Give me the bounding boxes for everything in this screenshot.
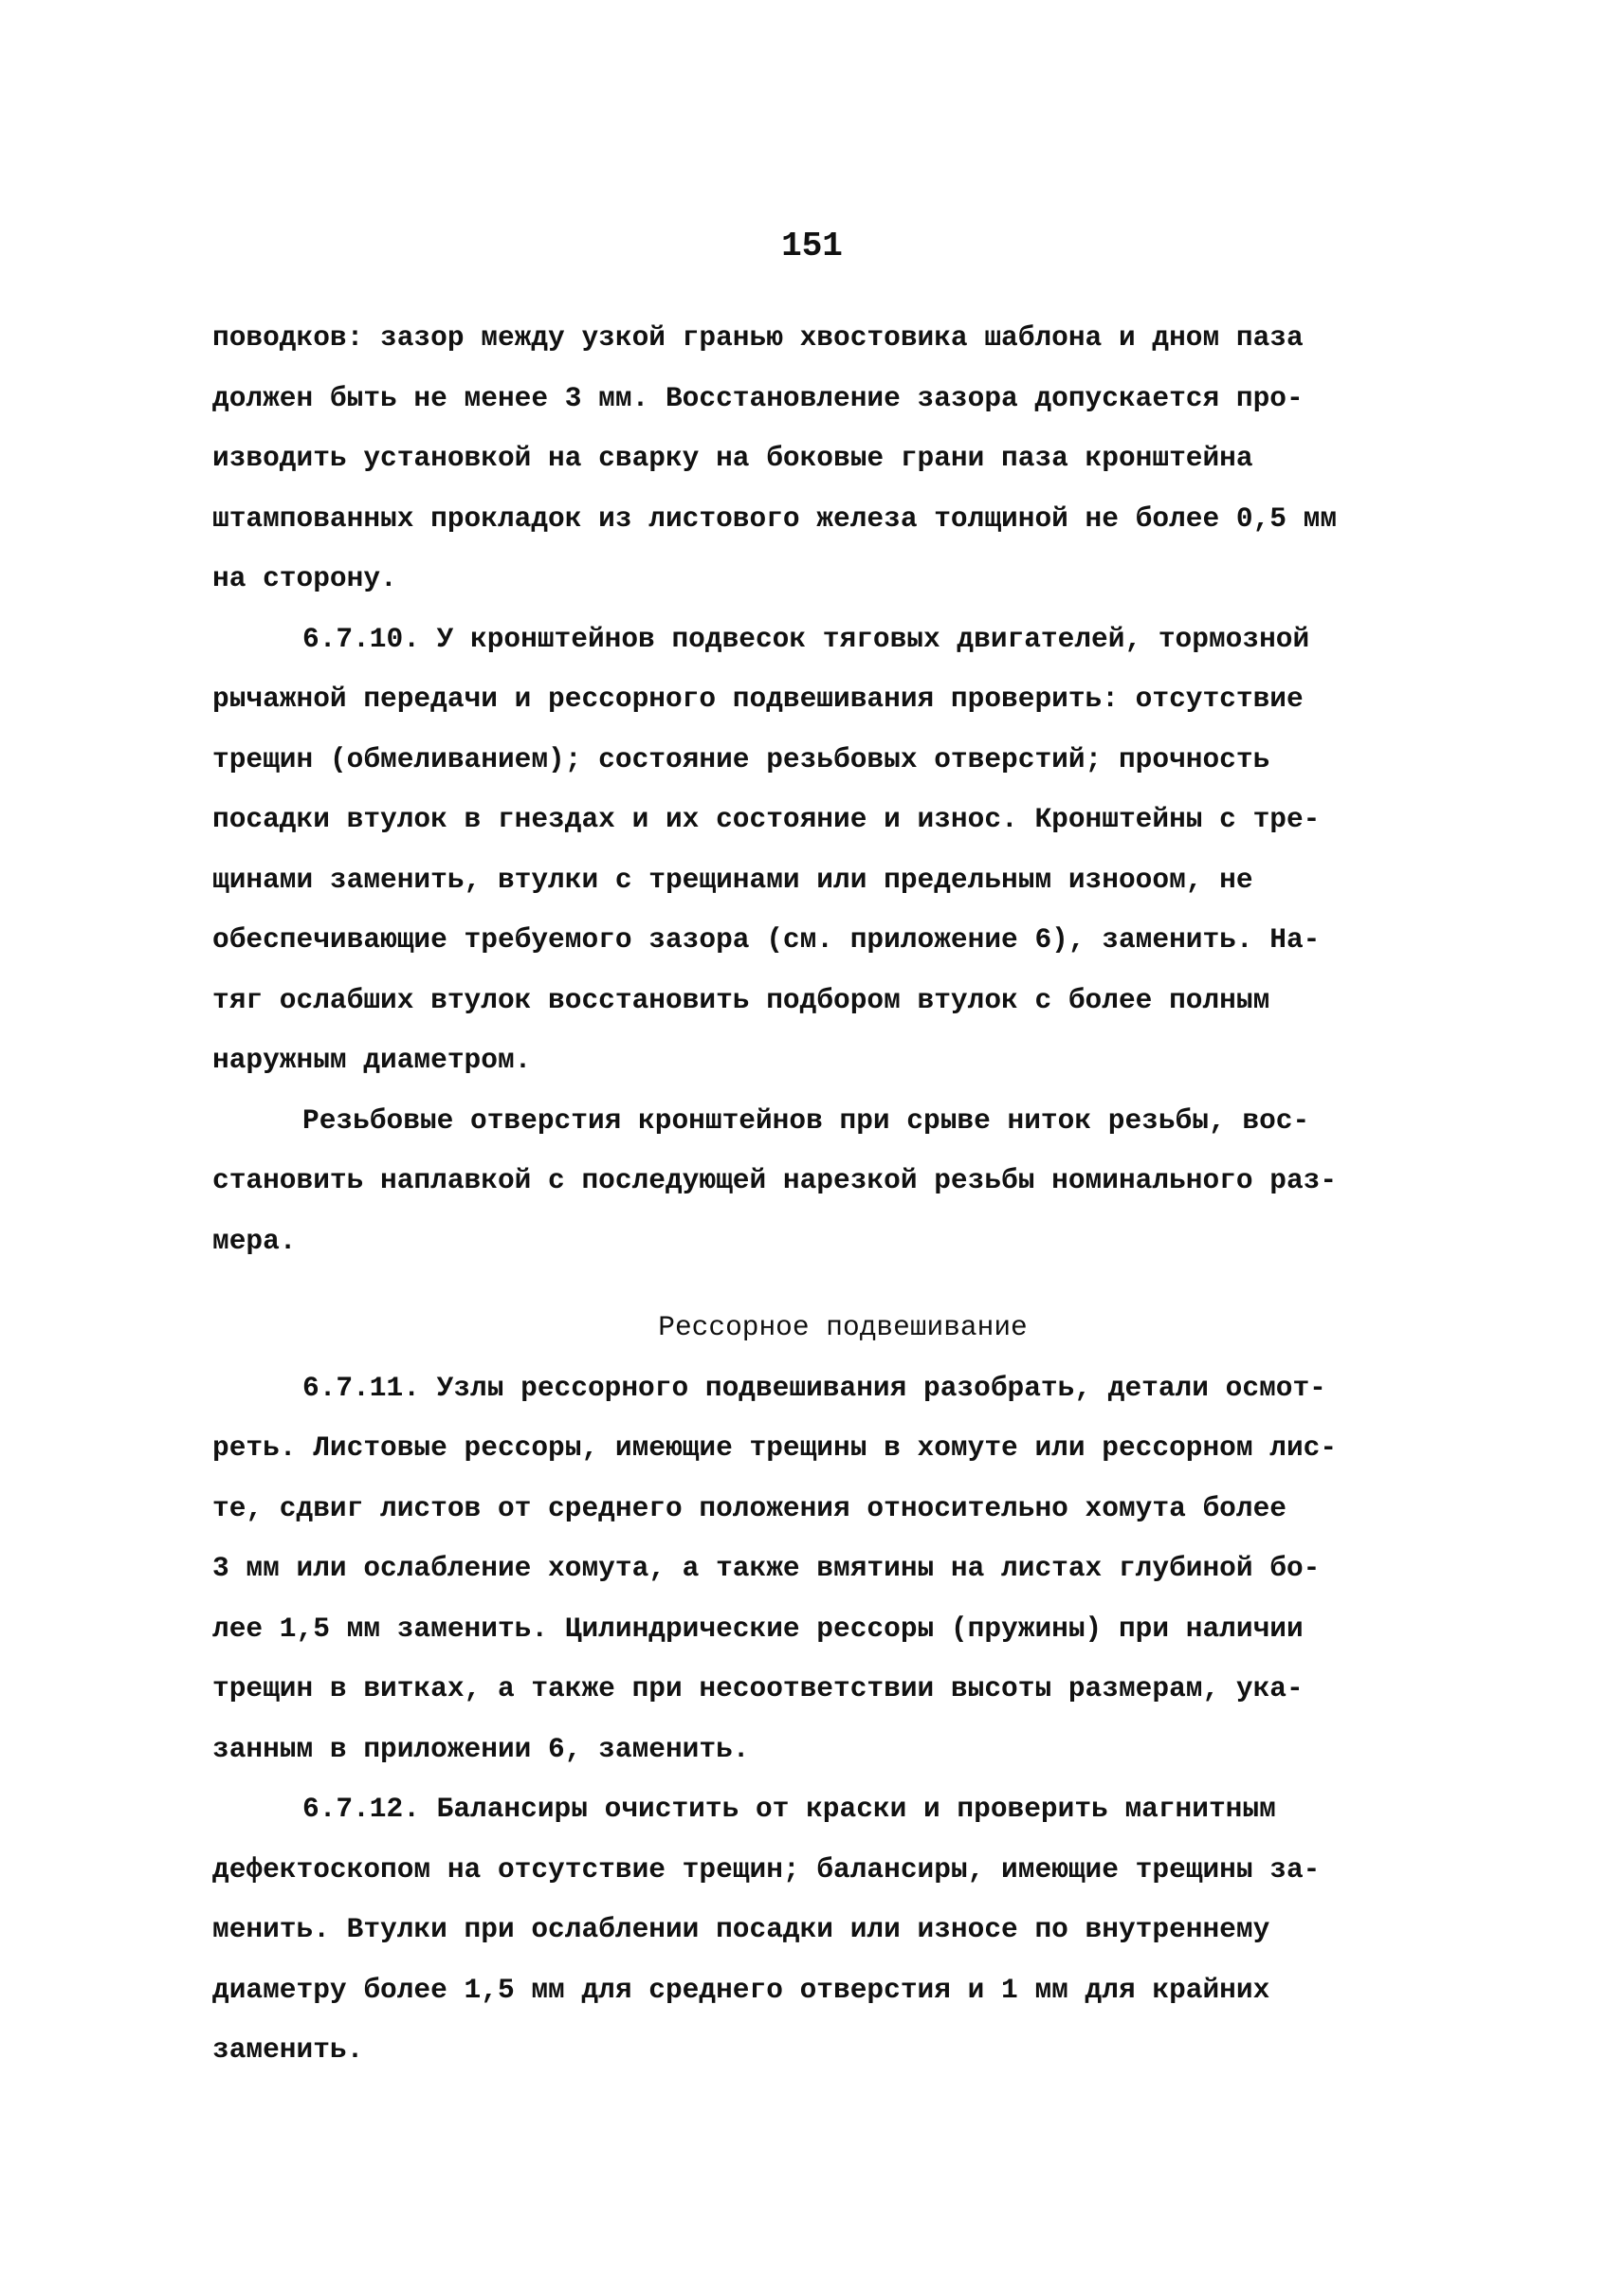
text-line: 6.7.10. У кронштейнов подвесок тяговых двигателей, тормозной xyxy=(302,622,1310,655)
text-line: трещин (обмеливанием); состояние резьбовых отверстий; прочность xyxy=(212,742,1270,775)
text-line: те, сдвиг листов от среднего положения относительно хомута более xyxy=(212,1491,1286,1524)
text-line: на сторону. xyxy=(212,562,397,594)
text-line: менить. Втулки при ослаблении посадки или износе по внутреннему xyxy=(212,1913,1270,1945)
text-line: заменить. xyxy=(212,2033,364,2066)
text-line: дефектоскопом на отсутствие трещин; балансиры, имеющие трещины за- xyxy=(212,1852,1321,1886)
text-line: занным в приложении 6, заменить. xyxy=(212,1732,750,1765)
document-body xyxy=(212,308,1445,2081)
text-line: 3 мм или ослабление хомута, а также вмятины на листах глубиной бо- xyxy=(212,1552,1321,1584)
text-line: трещин в витках, а также при несоответствии высоты размерам, ука- xyxy=(212,1672,1304,1704)
text-line: тяг ослабших втулок восстановить подбором втулок с более полным xyxy=(212,983,1270,1016)
paragraph-6-7-10 xyxy=(212,610,1445,1091)
text-line: поводков: зазор между узкой гранью хвостовика шаблона и дном паза xyxy=(212,321,1304,354)
text-line: Резьбовые отверстия кронштейнов при срыве ниток резьбы, вос- xyxy=(302,1103,1310,1137)
text-line: изводить установкой на сварку на боковые грани паза кронштейна xyxy=(212,442,1253,474)
section-heading: Рессорное подвешивание xyxy=(658,1311,1028,1343)
text-line: должен быть не менее 3 мм. Восстановление зазора допускается про- xyxy=(212,381,1304,414)
text-line: наружным диаметром. xyxy=(212,1044,532,1076)
text-line: лее 1,5 мм заменить. Цилиндрические рессоры (пружины) при наличии xyxy=(212,1612,1304,1645)
text-line: становить наплавкой с последующей нарезкой резьбы номинального раз- xyxy=(212,1164,1338,1196)
paragraph-6-7-12 xyxy=(212,1779,1445,2081)
text-line: рычажной передачи и рессорного подвешивания проверить: отсутствие xyxy=(212,683,1304,715)
text-line: посадки втулок в гнездах и их состояние и износ. Кронштейны с тре- xyxy=(212,803,1321,835)
text-line: мера. xyxy=(212,1224,297,1257)
text-line: диаметру более 1,5 мм для среднего отверстия и 1 мм для крайних xyxy=(212,1973,1270,2006)
text-line: 6.7.12. Балансиры очистить от краски и проверить магнитным xyxy=(302,1793,1276,1825)
text-line: щинами заменить, втулки с трещинами или предельным изноoом, не xyxy=(212,863,1253,896)
paragraph-threaded-holes xyxy=(212,1091,1445,1272)
text-line: штампованных прокладок из листового железа толщиной не более 0,5 мм xyxy=(212,501,1338,535)
text-line: обеспечивающие требуемого зазора (см. приложение 6), заменить. На- xyxy=(212,923,1321,956)
page-number: 151 xyxy=(781,227,843,265)
text-line: 6.7.11. Узлы рессорного подвешивания разобрать, детали осмот- xyxy=(302,1371,1326,1404)
paragraph-6-7-11 xyxy=(212,1358,1445,1780)
text-line: реть. Листовые рессоры, имеющие трещины в хомуте или рессорном лис- xyxy=(212,1431,1338,1464)
paragraph-1 xyxy=(212,308,1445,610)
